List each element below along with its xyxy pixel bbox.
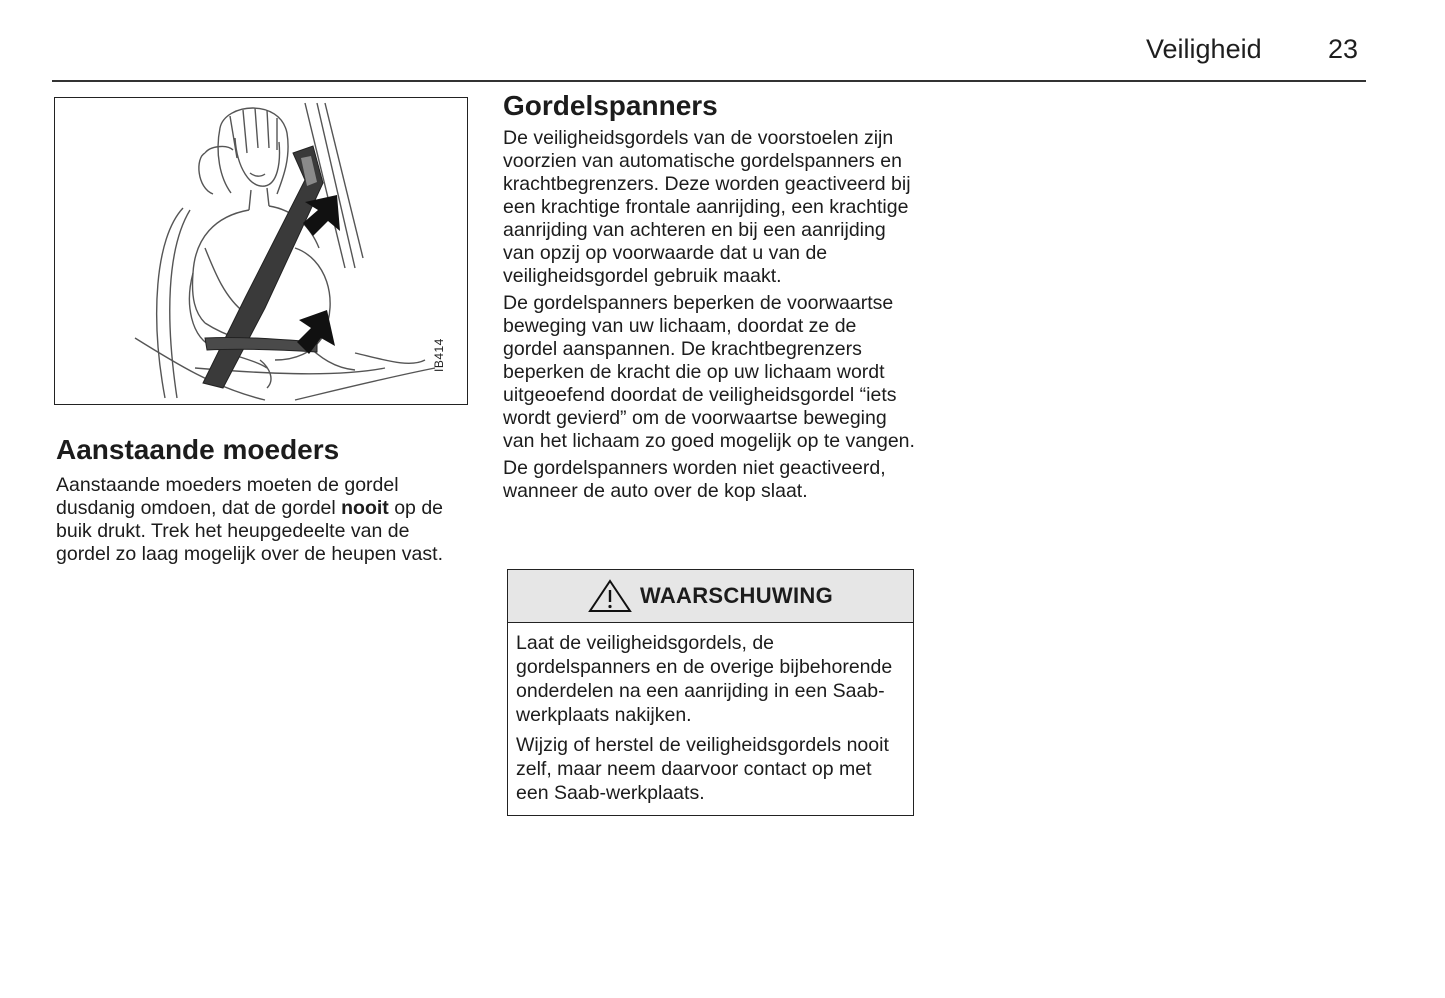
- warning-body: [508, 623, 913, 805]
- warning-box: [507, 569, 914, 816]
- section-heading-pregnant: Aanstaande moeders: [56, 434, 340, 465]
- body-text-start: Aanstaande moeders moeten de gordel dusdanig omdoen, dat de gordel: [56, 474, 399, 519]
- paragraph: De veiligheidsgordels van de voorstoelen zijn voorzien van automatische gordelspanners en krachtbegrenzers. Deze worden geactiveerd bij een krachtige frontale aanrijding, een krachtige aanrijding van achteren en bij een aanrijding van opzij op voorwaarde dat u van de veiligheidsgordel gebruik maakt.: [503, 127, 911, 287]
- paragraph: De gordelspanners worden niet geactiveerd, wanneer de auto over de kop slaat.: [503, 457, 886, 502]
- pregnant-body-text: [56, 474, 468, 566]
- header-rule: [52, 80, 1366, 82]
- figure-code: IB414: [432, 338, 446, 372]
- section-heading-pretensioners: Gordelspanners: [503, 90, 718, 121]
- pretensioners-text: [503, 127, 915, 507]
- warning-label: WAARSCHUWING: [639, 583, 834, 608]
- warning-paragraph: Laat de veiligheidsgordels, de gordelspanners en de overige bijbehorende onderdelen na een aanrijding in een Saab-werkplaats nakijken.: [516, 632, 893, 726]
- page-number: 23: [1328, 34, 1359, 64]
- warning-triangle-icon: [588, 579, 632, 613]
- paragraph: De gordelspanners beperken de voorwaartse beweging van uw lichaam, doordat ze de gordel aanspannen. De krachtbegrenzers beperken de kracht die op uw lichaam wordt uitgeoefend doordat de veiligheidsgordel “iets wordt gevierd” om de voorwaartse beweging van het lichaam zo goed mogelijk op te vangen.: [503, 292, 915, 452]
- seatbelt-figure: [54, 97, 468, 405]
- pregnant-woman-seatbelt-illustration: [55, 98, 467, 404]
- body-text-end: op de buik drukt. Trek het heupgedeelte van de gordel zo laag mogelijk over de heupen vast.: [56, 497, 444, 565]
- section-title: Veiligheid: [1146, 34, 1262, 64]
- warning-header: [508, 570, 913, 623]
- warning-paragraph: Wijzig of herstel de veiligheidsgordels nooit zelf, maar neem daarvoor contact op met een Saab-werkplaats.: [516, 734, 889, 804]
- emphasis-never: nooit: [341, 497, 389, 519]
